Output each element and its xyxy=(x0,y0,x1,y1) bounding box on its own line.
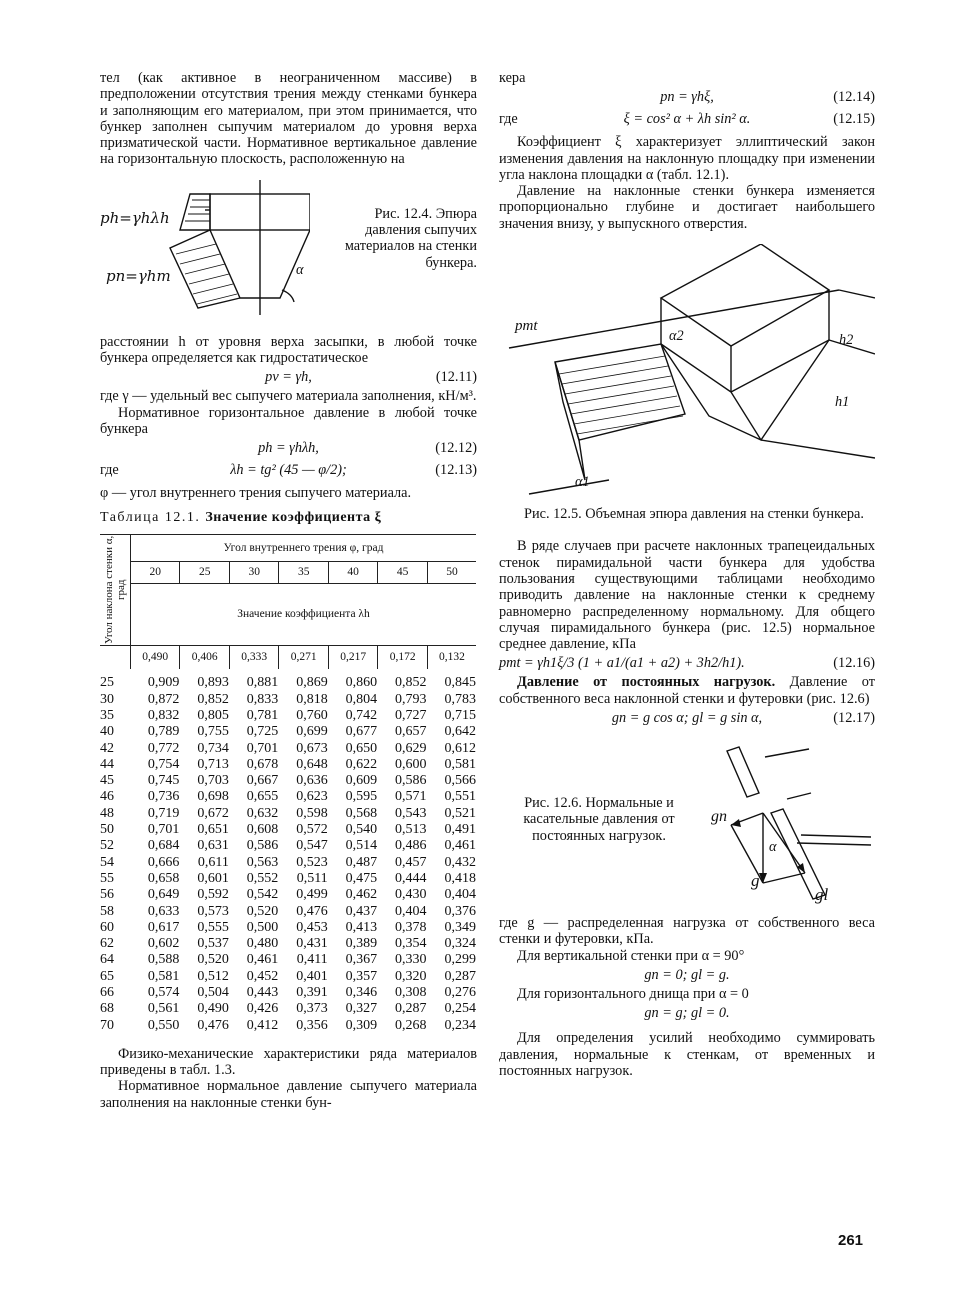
row-angle: 44 xyxy=(100,756,114,772)
table-cell: 0,437 xyxy=(345,903,378,919)
row-angle: 50 xyxy=(100,822,114,838)
row-angle: 56 xyxy=(100,887,114,903)
row-angle: 70 xyxy=(100,1017,114,1033)
equation-12-13: где λh = tg² (45 — φ/2); (12.13) xyxy=(100,462,477,479)
table-cell: 0,487 xyxy=(345,854,378,870)
label-gn: gn xyxy=(711,808,727,826)
table-cell: 0,609 xyxy=(345,773,378,789)
table-cell: 0,684 xyxy=(147,838,180,854)
table-cell: 0,581 xyxy=(444,756,476,772)
table-cell: 0,852 xyxy=(395,675,427,691)
table-cell: 0,860 xyxy=(345,675,378,691)
table-row xyxy=(100,724,476,740)
table-cell: 0,367 xyxy=(345,952,378,968)
table-cell: 0,521 xyxy=(444,805,476,821)
table-cell: 0,354 xyxy=(395,936,427,952)
table-cell: 0,490 xyxy=(197,1001,229,1017)
table-cell: 0,611 xyxy=(197,854,229,870)
label-a1: α1 xyxy=(575,474,590,491)
table-row xyxy=(100,969,476,985)
paragraph: Нормативное горизонтальное давление в любой точке бункера xyxy=(100,404,477,437)
table-cell: 0,678 xyxy=(246,756,279,772)
label-alpha: α xyxy=(296,261,304,278)
figure-12-4 xyxy=(100,180,477,324)
table-cell: 0,523 xyxy=(296,854,328,870)
table-cell: 0,649 xyxy=(147,887,180,903)
lambda-header: Значение коэффициента λh xyxy=(131,584,477,646)
paragraph: Нормативное нормальное давление сыпучего материала заполнения на наклонные стенки бун- xyxy=(100,1078,477,1111)
phi-value: 30 xyxy=(229,561,278,584)
table-cell: 0,476 xyxy=(296,903,328,919)
table-cell: 0,588 xyxy=(147,952,180,968)
table-cell: 0,542 xyxy=(246,887,279,903)
lambda-value: 0,271 xyxy=(279,645,328,669)
table-cell: 0,617 xyxy=(147,919,180,935)
table-cell: 0,754 xyxy=(147,756,180,772)
paragraph: Физико-механические характеристики ряда материалов приведены в табл. 1.3. xyxy=(100,1045,477,1079)
table-cell: 0,745 xyxy=(147,773,180,789)
table-row xyxy=(100,936,476,952)
table-row xyxy=(100,1018,476,1034)
table-cell: 0,598 xyxy=(296,805,328,821)
table-cell: 0,581 xyxy=(147,968,180,984)
table-row xyxy=(100,887,476,903)
table-cell: 0,595 xyxy=(345,789,378,805)
table-cell: 0,537 xyxy=(197,936,229,952)
paragraph: тел (как активное в неограниченном массиве) в предположении отсутствия трения между стенками бункера и заполняющим его материалом, при этом принимается, что бункер заполнен сыпучим материалом до уровня верха призматической части. Нормативное вертикальное давление на горизонтальную плоскость, расположенную на xyxy=(100,70,477,168)
table-cell: 0,736 xyxy=(147,789,180,805)
table-row xyxy=(100,773,476,789)
table-row xyxy=(100,952,476,968)
row-angle: 55 xyxy=(100,870,114,886)
lambda-values-row xyxy=(100,645,476,669)
table-cell: 0,444 xyxy=(395,870,427,886)
row-angle: 64 xyxy=(100,952,114,968)
label-h1: h1 xyxy=(835,394,850,411)
table-cell: 0,461 xyxy=(246,952,279,968)
row-angle: 58 xyxy=(100,903,114,919)
table-cell: 0,893 xyxy=(197,675,229,691)
paragraph: Давление на наклонные стенки бункера изменяется пропорционально глубине и достигает наибольшего значения внизу, у выпускного отверстия. xyxy=(499,183,875,232)
figure-caption: Рис. 12.5. Объемная эпюра давления на стенки бункера. xyxy=(524,506,864,523)
table-cell: 0,601 xyxy=(197,870,229,886)
xi-table xyxy=(100,675,476,1034)
lambda-value: 0,490 xyxy=(131,645,180,669)
table-cell: 0,299 xyxy=(444,952,476,968)
row-angle: 40 xyxy=(100,724,114,740)
table-cell: 0,276 xyxy=(444,985,476,1000)
table-cell: 0,586 xyxy=(395,773,427,789)
table-cell: 0,476 xyxy=(197,1017,229,1033)
table-cell: 0,667 xyxy=(246,773,279,789)
table-cell: 0,642 xyxy=(444,724,476,740)
wall-load-diagram xyxy=(705,733,875,915)
row-angle: 62 xyxy=(100,936,114,952)
table-cell: 0,573 xyxy=(197,903,229,919)
table-cell: 0,453 xyxy=(296,919,328,935)
table-cell: 0,550 xyxy=(147,1017,180,1033)
table-cell: 0,772 xyxy=(147,740,180,756)
table-cell: 0,631 xyxy=(197,838,229,854)
equation-vertical-wall: gn = 0; gl = g. xyxy=(644,966,730,983)
figure-12-6 xyxy=(499,733,875,915)
phi-value: 25 xyxy=(180,561,229,584)
table-cell: 0,633 xyxy=(147,903,180,919)
table-cell: 0,713 xyxy=(197,756,229,772)
table-row xyxy=(100,920,476,936)
table-cell: 0,852 xyxy=(197,691,229,707)
table-cell: 0,373 xyxy=(296,1001,328,1017)
figure-12-5 xyxy=(499,244,875,506)
table-cell: 0,404 xyxy=(444,887,476,903)
table-cell: 0,719 xyxy=(147,805,180,821)
table-cell: 0,461 xyxy=(444,838,476,854)
table-cell: 0,324 xyxy=(444,936,476,952)
table-cell: 0,561 xyxy=(147,1001,180,1017)
table-cell: 0,566 xyxy=(444,773,476,789)
table-cell: 0,391 xyxy=(296,985,328,1000)
table-cell: 0,725 xyxy=(246,724,279,740)
row-angle: 46 xyxy=(100,789,114,805)
table-cell: 0,404 xyxy=(395,903,427,919)
table-cell: 0,600 xyxy=(395,756,427,772)
table-cell: 0,452 xyxy=(246,968,279,984)
table-row xyxy=(100,822,476,838)
table-row xyxy=(100,675,476,691)
table-cell: 0,418 xyxy=(444,870,476,886)
page-number: 261 xyxy=(838,1232,864,1249)
table-caption: Таблица 12.1. Значение коэффициента ξ xyxy=(100,509,382,525)
label-g: g xyxy=(751,871,760,891)
table-row xyxy=(100,904,476,920)
table-row xyxy=(100,789,476,805)
row-angle: 60 xyxy=(100,919,114,935)
table-cell: 0,540 xyxy=(345,822,378,838)
equation-12-15: где ξ = cos² α + λh sin² α. (12.15) xyxy=(499,111,875,128)
table-cell: 0,268 xyxy=(395,1017,427,1033)
table-row xyxy=(100,692,476,708)
table-cell: 0,658 xyxy=(147,870,180,886)
table-cell: 0,734 xyxy=(197,740,229,756)
paragraph: Для определения усилий необходимо суммировать давления, нормальные к стенкам, от временных и постоянных нагрузок. xyxy=(499,1030,875,1079)
right-column xyxy=(499,70,875,1079)
table-cell: 0,909 xyxy=(147,675,180,691)
equation-12-11: pv = γh, (12.11) xyxy=(265,369,477,386)
bunker-pressure-diagram xyxy=(100,180,310,324)
table-cell: 0,431 xyxy=(296,936,328,952)
label-gl: gl xyxy=(815,885,829,905)
table-cell: 0,612 xyxy=(444,740,476,756)
equation-12-14: pn = γhξ, (12.14) xyxy=(660,89,875,106)
equation-12-16: pmt = γh1ξ/3 (1 + a1/(a1 + a2) + 3h2/h1). (12.16) xyxy=(499,655,875,672)
paragraph: Для горизонтального днища при α = 0 xyxy=(517,985,749,1002)
table-cell: 0,602 xyxy=(147,936,180,952)
table-cell: 0,703 xyxy=(197,773,229,789)
table-cell: 0,551 xyxy=(444,789,476,805)
table-cell: 0,513 xyxy=(395,822,427,838)
table-cell: 0,349 xyxy=(444,919,476,935)
paragraph: φ — угол внутреннего трения сыпучего материала. xyxy=(100,485,412,502)
paragraph: Для вертикальной стенки при α = 90° xyxy=(517,947,745,964)
row-angle: 54 xyxy=(100,854,114,870)
table-cell: 0,254 xyxy=(444,1001,476,1017)
table-cell: 0,783 xyxy=(444,691,476,707)
table-cell: 0,412 xyxy=(246,1017,279,1033)
table-cell: 0,666 xyxy=(147,854,180,870)
table-cell: 0,651 xyxy=(197,822,229,838)
table-cell: 0,655 xyxy=(246,789,279,805)
paragraph: где g — распределенная нагрузка от собственного веса стенки и футеровки, кПа. xyxy=(499,915,875,948)
table-row xyxy=(100,985,476,1001)
row-angle: 42 xyxy=(100,740,114,756)
table-cell: 0,818 xyxy=(296,691,328,707)
lambda-value: 0,132 xyxy=(427,645,476,669)
phi-value: 35 xyxy=(279,561,328,584)
label-pn: pn=γhm xyxy=(106,266,171,285)
table-cell: 0,592 xyxy=(197,887,229,903)
table-cell: 0,309 xyxy=(345,1017,378,1033)
label-ph: ph=γhλh xyxy=(100,208,170,227)
table-cell: 0,586 xyxy=(246,838,279,854)
table-cell: 0,552 xyxy=(246,870,279,886)
table-cell: 0,622 xyxy=(345,756,378,772)
row-angle: 48 xyxy=(100,805,114,821)
table-cell: 0,672 xyxy=(197,805,229,821)
table-cell: 0,555 xyxy=(197,919,229,935)
table-cell: 0,563 xyxy=(246,854,279,870)
table-cell: 0,636 xyxy=(296,773,328,789)
table-cell: 0,411 xyxy=(296,952,328,968)
table-cell: 0,287 xyxy=(395,1001,427,1017)
table-cell: 0,500 xyxy=(246,919,279,935)
table-cell: 0,330 xyxy=(395,952,427,968)
table-cell: 0,287 xyxy=(444,968,476,984)
table-cell: 0,457 xyxy=(395,854,427,870)
table-cell: 0,486 xyxy=(395,838,427,854)
table-cell: 0,677 xyxy=(345,724,378,740)
table-cell: 0,872 xyxy=(147,691,180,707)
row-axis-label: Угол наклона стенки α, град xyxy=(103,535,127,644)
table-cell: 0,511 xyxy=(296,870,328,886)
phi-value: 45 xyxy=(378,561,427,584)
table-row xyxy=(100,806,476,822)
table-row xyxy=(100,757,476,773)
paragraph: кера xyxy=(499,70,526,86)
row-angle: 35 xyxy=(100,707,114,723)
table-cell: 0,623 xyxy=(296,789,328,805)
table-cell: 0,462 xyxy=(345,887,378,903)
phi-header: Угол внутреннего трения φ, град xyxy=(131,534,477,561)
table-cell: 0,805 xyxy=(197,707,229,723)
table-cell: 0,378 xyxy=(395,919,427,935)
paragraph: где γ — удельный вес сыпучего материала заполнения, кН/м³. xyxy=(100,388,477,405)
equation-12-12: ph = γhλh, (12.12) xyxy=(258,440,477,457)
lambda-value: 0,217 xyxy=(328,645,377,669)
table-cell: 0,308 xyxy=(395,985,427,1000)
table-cell: 0,760 xyxy=(296,707,328,723)
table-cell: 0,832 xyxy=(147,707,180,723)
table-row xyxy=(100,871,476,887)
row-angle: 30 xyxy=(100,691,114,707)
table-row xyxy=(100,838,476,854)
figure-caption: Рис. 12.6. Нормальные и касательные давления от постоянных нагрузок. xyxy=(523,795,675,844)
lambda-value: 0,172 xyxy=(378,645,427,669)
table-cell: 0,356 xyxy=(296,1017,328,1033)
table-cell: 0,475 xyxy=(345,870,378,886)
table-cell: 0,574 xyxy=(147,985,180,1000)
row-angle: 65 xyxy=(100,968,114,984)
table-cell: 0,632 xyxy=(246,805,279,821)
table-cell: 0,572 xyxy=(296,822,328,838)
table-cell: 0,742 xyxy=(345,707,378,723)
equation-horizontal-bottom: gn = g; gl = 0. xyxy=(644,1005,730,1022)
table-cell: 0,755 xyxy=(197,724,229,740)
table-row xyxy=(100,855,476,871)
lambda-value: 0,333 xyxy=(229,645,278,669)
left-column xyxy=(100,70,477,1111)
volumetric-pressure-diagram xyxy=(499,244,875,506)
label-a2: α2 xyxy=(669,328,684,345)
table-cell: 0,629 xyxy=(395,740,427,756)
row-angle: 25 xyxy=(100,675,114,691)
label-alpha: α xyxy=(769,839,777,856)
table-cell: 0,701 xyxy=(246,740,279,756)
table-cell: 0,571 xyxy=(395,789,427,805)
table-cell: 0,327 xyxy=(345,1001,378,1017)
label-h2: h2 xyxy=(839,332,854,349)
table-cell: 0,520 xyxy=(197,952,229,968)
table-cell: 0,389 xyxy=(345,936,378,952)
table-cell: 0,727 xyxy=(395,707,427,723)
label-pmt: pmt xyxy=(515,318,538,335)
table-cell: 0,881 xyxy=(246,675,279,691)
table-cell: 0,413 xyxy=(345,919,378,935)
table-cell: 0,520 xyxy=(246,903,279,919)
table-cell: 0,443 xyxy=(246,985,279,1000)
table-row xyxy=(100,1001,476,1017)
table-cell: 0,320 xyxy=(395,968,427,984)
phi-value: 20 xyxy=(131,561,180,584)
table-cell: 0,512 xyxy=(197,968,229,984)
table-cell: 0,701 xyxy=(147,822,180,838)
row-angle: 68 xyxy=(100,1001,114,1017)
figure-caption: Рис. 12.4. Эпюра давления сыпучих материалов на стенки бункера. xyxy=(344,205,477,271)
phi-values-row xyxy=(100,561,476,584)
table-cell: 0,869 xyxy=(296,675,328,691)
table-cell: 0,480 xyxy=(246,936,279,952)
row-angle: 66 xyxy=(100,985,114,1000)
table-cell: 0,430 xyxy=(395,887,427,903)
table-cell: 0,357 xyxy=(345,968,378,984)
table-cell: 0,543 xyxy=(395,805,427,821)
table-cell: 0,234 xyxy=(444,1017,476,1033)
table-cell: 0,346 xyxy=(345,985,378,1000)
table-cell: 0,698 xyxy=(197,789,229,805)
table-cell: 0,657 xyxy=(395,724,427,740)
table-cell: 0,376 xyxy=(444,903,476,919)
table-cell: 0,608 xyxy=(246,822,279,838)
table-cell: 0,547 xyxy=(296,838,328,854)
table-cell: 0,833 xyxy=(246,691,279,707)
table-header xyxy=(100,534,476,670)
table-cell: 0,673 xyxy=(296,740,328,756)
paragraph: В ряде случаев при расчете наклонных трапецеидальных стенок пирамидальной части бункера для удобства пользования существующими таблицами необходимо приводить давление на наклонные стенки к среднему равномерно распределенному нормальному. Для общего случая пирамидального бункера (рис. 12.5) нормальное среднее давление, кПа xyxy=(499,538,875,653)
table-row xyxy=(100,708,476,724)
table-cell: 0,648 xyxy=(296,756,328,772)
table-cell: 0,514 xyxy=(345,838,378,854)
table-cell: 0,650 xyxy=(345,740,378,756)
table-cell: 0,789 xyxy=(147,724,180,740)
table-cell: 0,845 xyxy=(444,675,476,691)
table-cell: 0,804 xyxy=(345,691,378,707)
lambda-value: 0,406 xyxy=(180,645,229,669)
table-cell: 0,504 xyxy=(197,985,229,1000)
table-cell: 0,793 xyxy=(395,691,427,707)
table-cell: 0,568 xyxy=(345,805,378,821)
phi-value: 40 xyxy=(328,561,377,584)
paragraph: Коэффициент ξ характеризует эллиптический закон изменения давления на наклонную площадку при изменении угла наклона площадки α (табл. 12.1). xyxy=(499,134,875,183)
table-cell: 0,401 xyxy=(296,968,328,984)
table-cell: 0,432 xyxy=(444,854,476,870)
table-cell: 0,426 xyxy=(246,1001,279,1017)
paragraph: Давление от постоянных нагрузок. Давление от собственного веса наклонной стенки и футеровки (рис. 12.6) xyxy=(499,674,875,707)
table-cell: 0,699 xyxy=(296,724,328,740)
table-cell: 0,715 xyxy=(444,707,476,723)
paragraph: расстоянии h от уровня верха засыпки, в любой точке бункера определяется как гидростатическое xyxy=(100,333,477,367)
table-cell: 0,781 xyxy=(246,707,279,723)
row-angle: 52 xyxy=(100,838,114,854)
table-cell: 0,491 xyxy=(444,822,476,838)
equation-12-17: gn = g cos α; gl = g sin α, (12.17) xyxy=(611,710,875,727)
phi-value: 50 xyxy=(427,561,476,584)
row-angle: 45 xyxy=(100,773,114,789)
table-cell: 0,499 xyxy=(296,887,328,903)
table-row xyxy=(100,741,476,757)
